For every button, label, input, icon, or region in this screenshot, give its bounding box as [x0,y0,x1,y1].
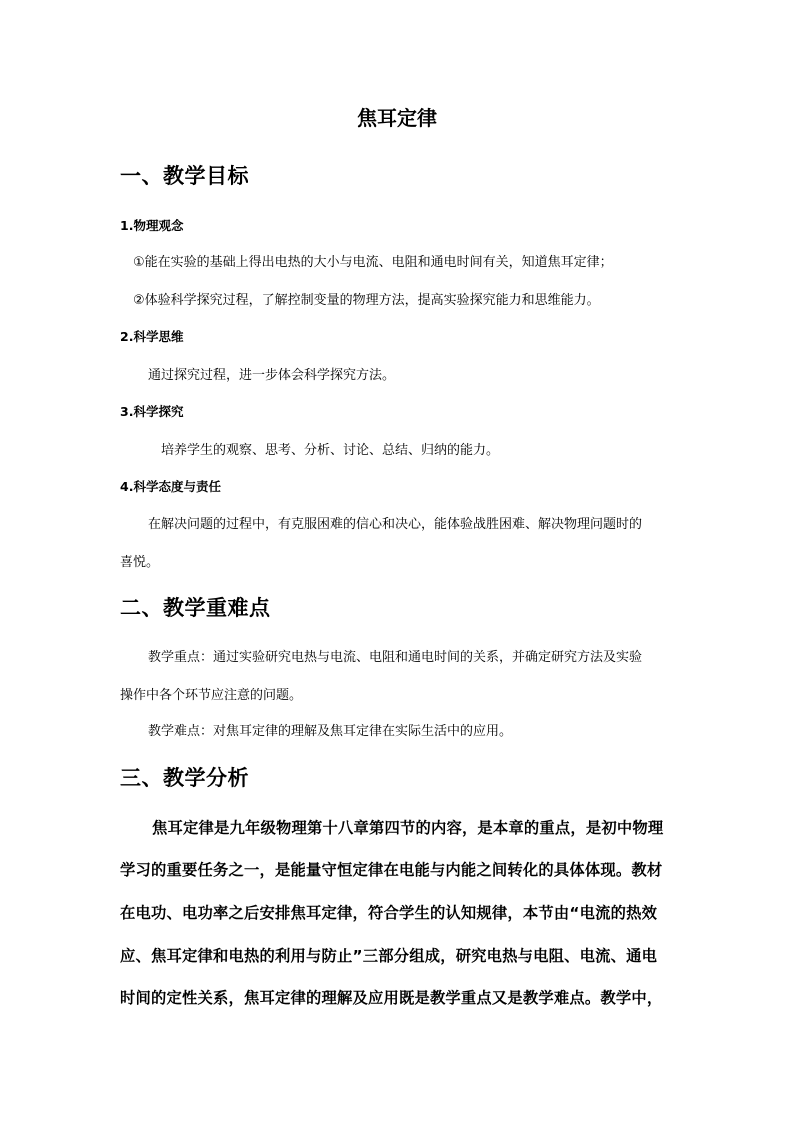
objective-4-line-1: 在解决问题的过程中，有克服困难的信心和决心，能体验战胜困难、解决物理问题时的 [148,517,643,532]
keypoint-line-2: 操作中各个环节应注意的问题。 [120,688,303,703]
objective-1-title: 1.物理观念 [120,218,184,233]
keypoint-line-3: 教学难点：对焦耳定律的理解及焦耳定律在实际生活中的应用。 [148,724,513,739]
analysis-line-5: 时间的定性关系，焦耳定律的理解及应用既是教学重点又是教学难点。教学中， [120,989,663,1007]
analysis-line-4: 应、焦耳定律和电热的利用与防止”三部分组成，研究电热与电阻、电流、通电 [120,947,658,965]
page-title: 焦耳定律 [357,106,437,130]
objective-1-item-1: ①能在实验的基础上得出电热的大小与电流、电阻和通电时间有关，知道焦耳定律； [133,255,613,270]
objective-2-title: 2.科学思维 [120,329,184,344]
keypoint-line-1: 教学重点：通过实验研究电热与电流、电阻和通电时间的关系，并确定研究方法及实验 [148,650,643,665]
objective-3-text: 培养学生的观察、思考、分析、讨论、总结、归纳的能力。 [161,443,500,458]
objective-4-title: 4.科学态度与责任 [120,479,221,494]
objective-2-text: 通过探究过程，进一步体会科学探究方法。 [148,368,396,383]
analysis-line-3: 在电功、电功率之后安排焦耳定律，符合学生的认知规律，本节由“电流的热效 [120,904,658,922]
section-heading-analysis: 三、教学分析 [120,766,249,790]
objective-3-title: 3.科学探究 [120,404,184,419]
section-heading-objectives: 一、教学目标 [120,164,249,188]
objective-1-item-2: ②体验科学探究过程，了解控制变量的物理方法，提高实验探究能力和思维能力。 [133,293,600,308]
objective-4-line-2: 喜悦。 [120,555,160,570]
section-heading-keypoints: 二、教学重难点 [120,596,271,620]
analysis-line-1: 焦耳定律是九年级物理第十八章第四节的内容，是本章的重点，是初中物理 [152,819,664,837]
analysis-line-2: 学习的重要任务之一，是能量守恒定律在电能与内能之间转化的具体体现。教材 [120,861,663,879]
